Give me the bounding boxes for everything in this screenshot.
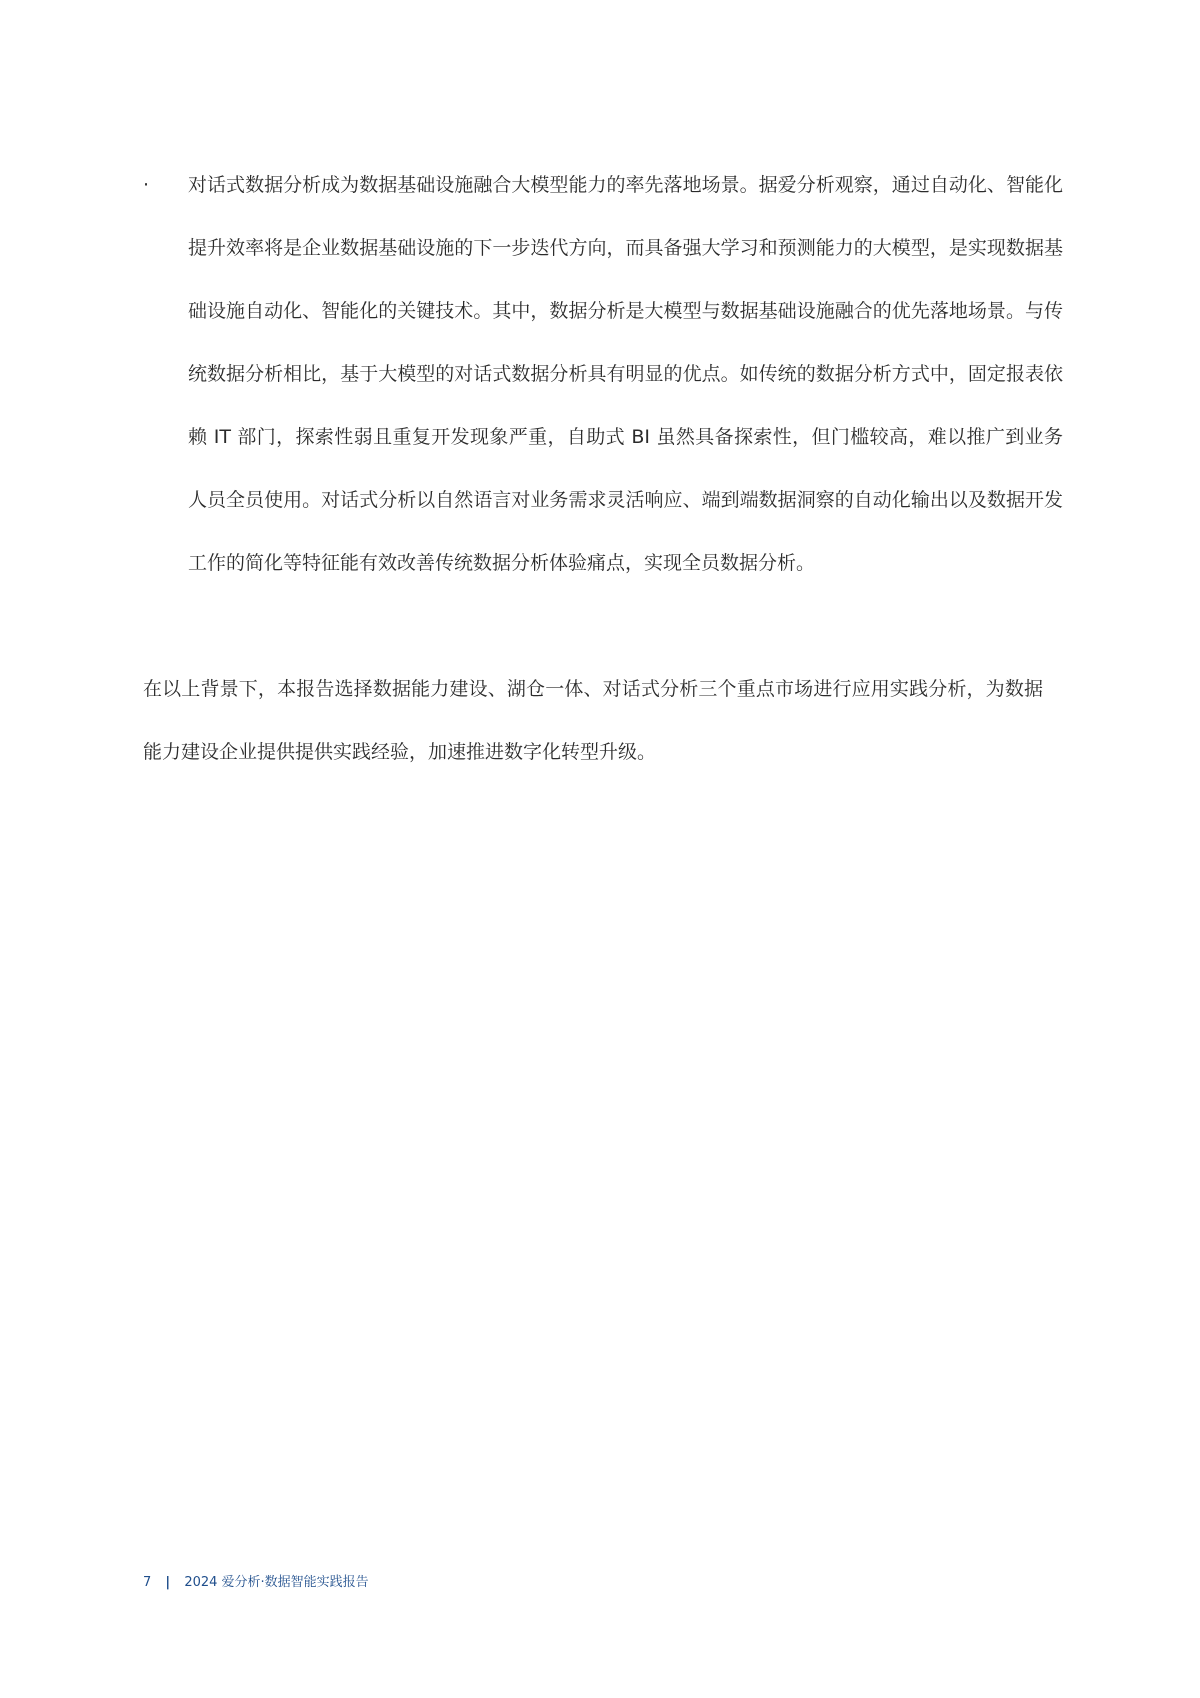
report-title: 2024 爱分析·数据智能实践报告	[184, 1575, 369, 1590]
footer-separator: |	[165, 1575, 171, 1590]
page-number: 7	[143, 1575, 152, 1590]
bullet-text: 对话式数据分析成为数据基础设施融合大模型能力的率先落地场景。据爱分析观察，通过自动化、智能化提升效率将是企业数据基础设施的下一步迭代方向，而具备强大学习和预测能力的大模型，是实现数据基础设施自动化、智能化的关键技术。其中，数据分析是大模型与数据基础设施融合的优先落地场景。与传统数据分析相比，基于大模型的对话式数据分析具有明显的优点。如传统的数据分析方式中，固定报表依赖 IT 部门，探索性弱且重复开发现象严重，自助式 BI 虽然具备探索性，但门槛较高，难以推广到业务人员全员使用。对话式分析以自然语言对业务需求灵活响应、端到端数据洞察的自动化输出以及数据开发工作的简化等特征能有效改善传统数据分析体验痛点，实现全员数据分析。	[188, 174, 1063, 574]
page-footer	[143, 1573, 369, 1593]
bullet-marker: ·	[143, 174, 150, 196]
body-paragraph: 在以上背景下，本报告选择数据能力建设、湖仓一体、对话式分析三个重点市场进行应用实践分析，为数据能力建设企业提供提供实践经验，加速推进数字化转型升级。	[143, 678, 1043, 763]
